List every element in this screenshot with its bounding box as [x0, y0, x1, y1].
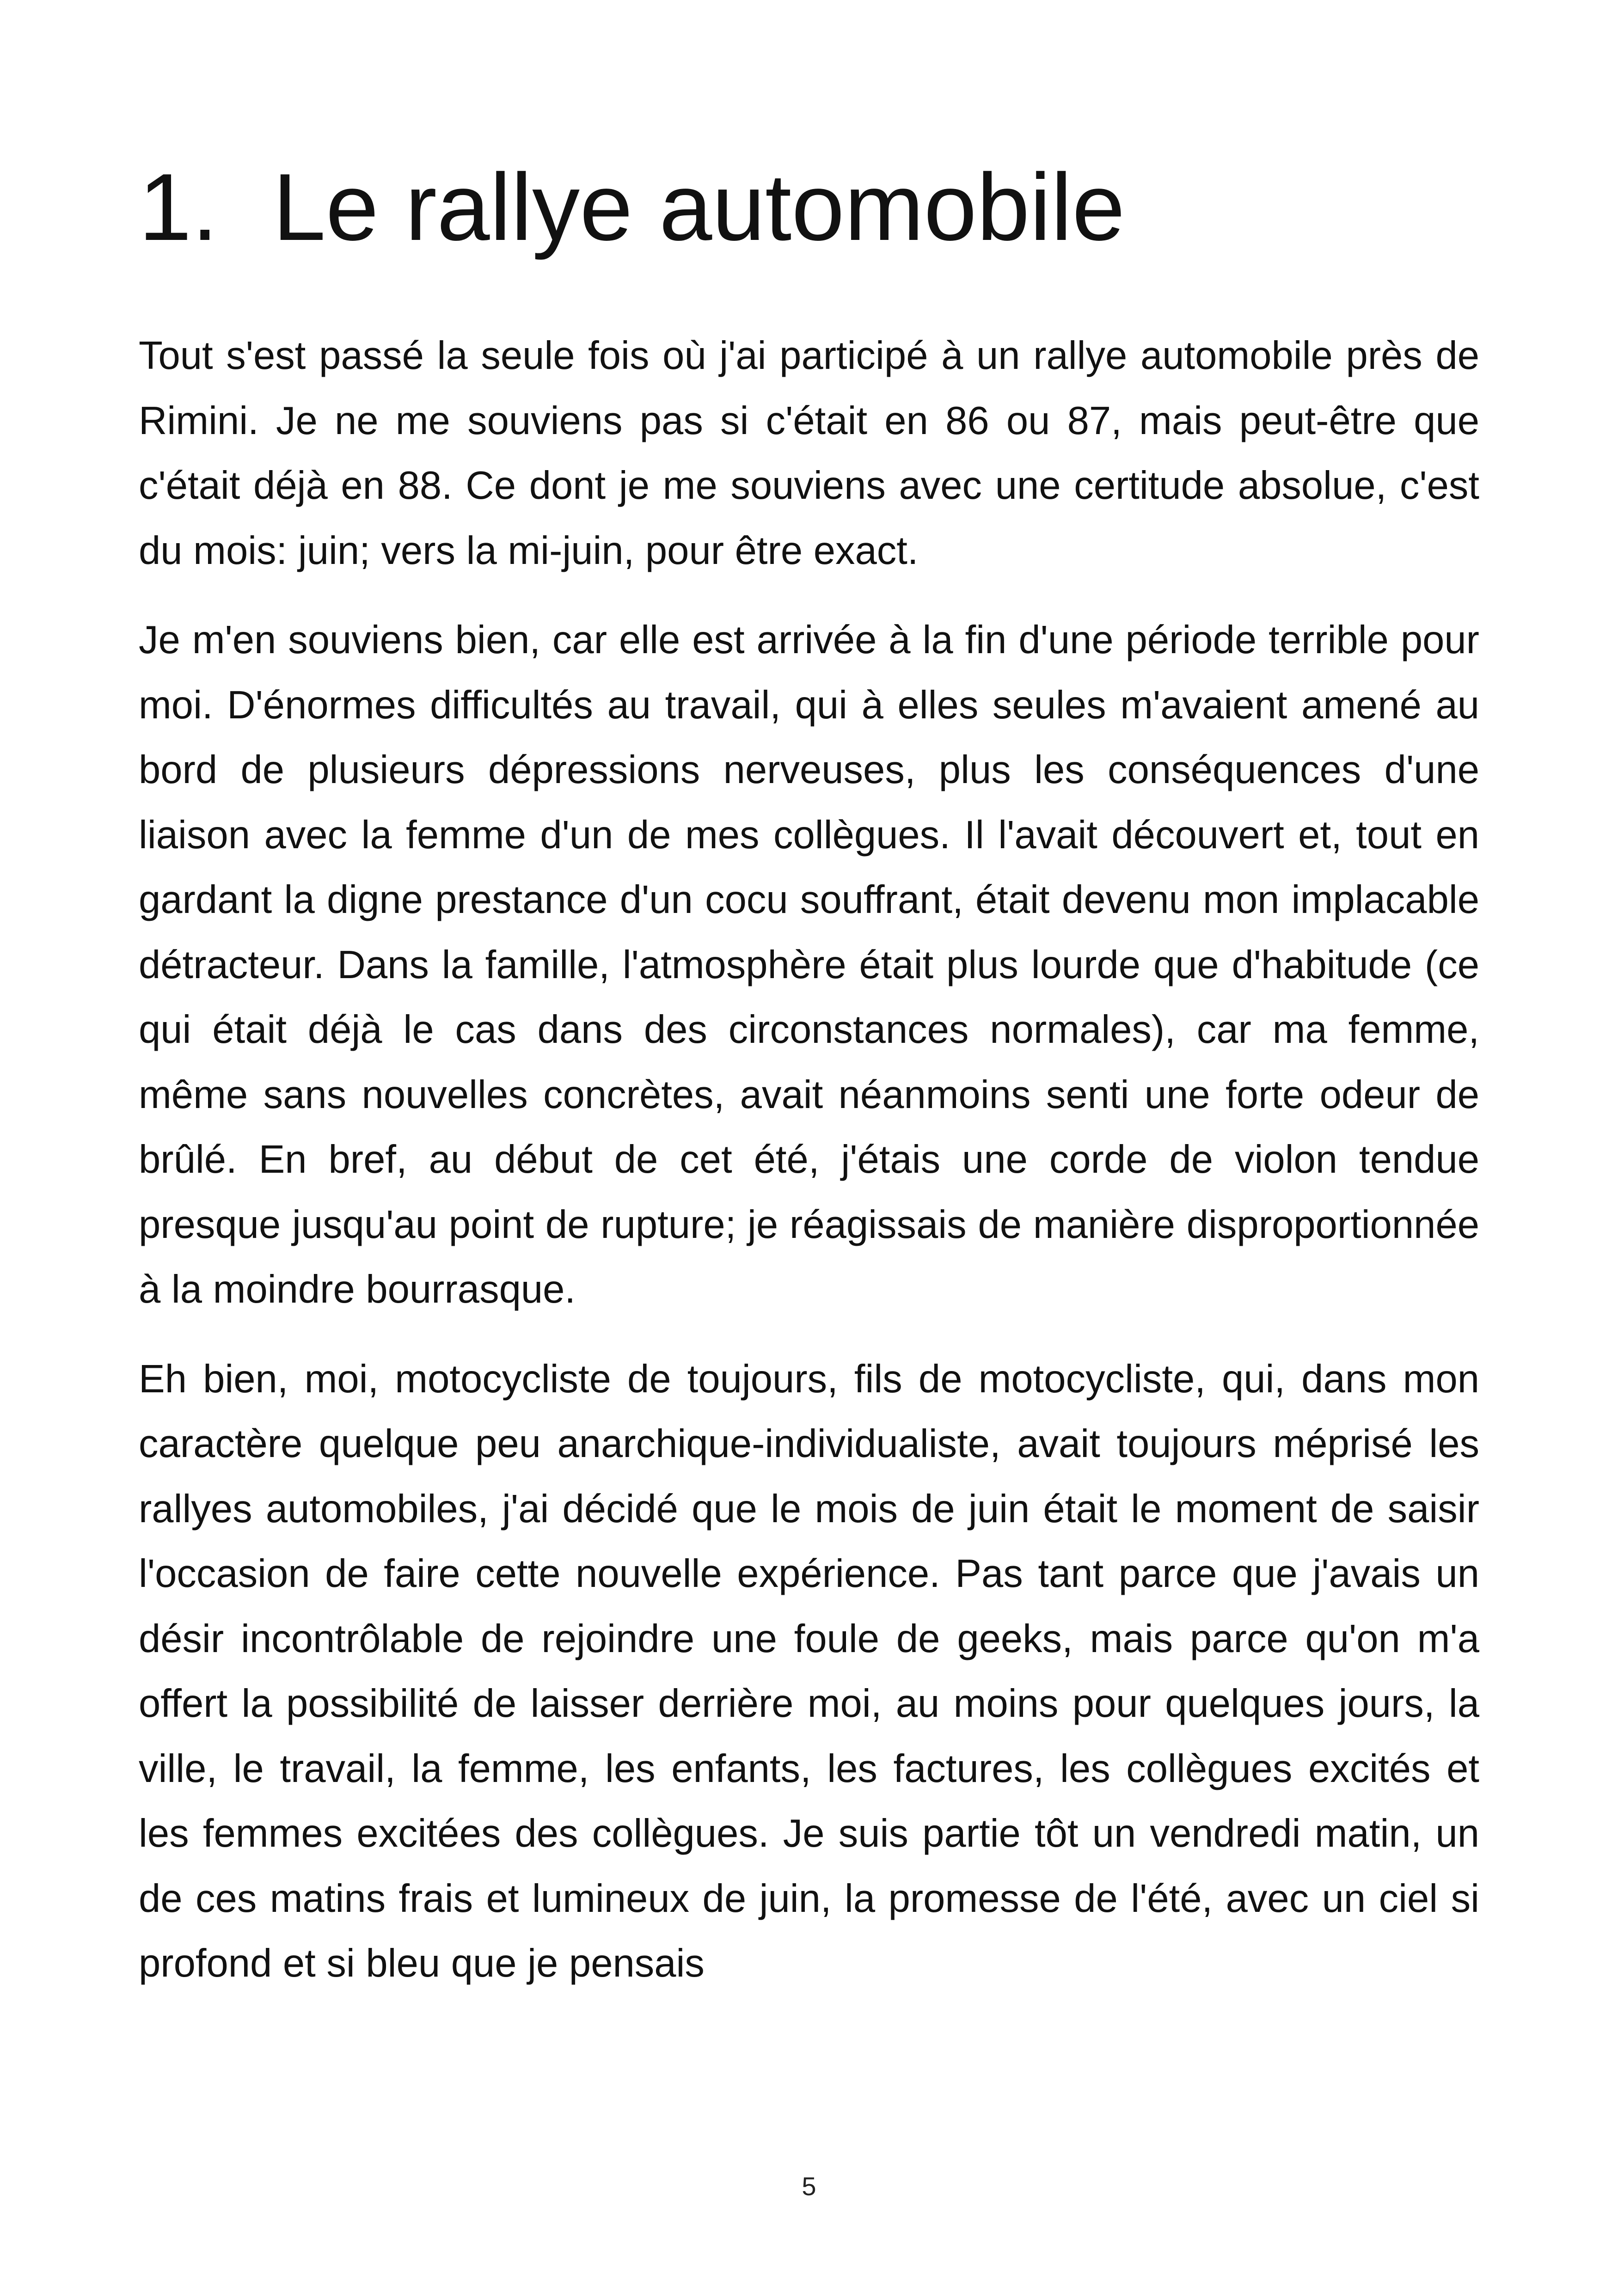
paragraph: Je m'en souviens bien, car elle est arrivée à la fin d'une période terrible pour moi. D'énormes difficultés au travail, qui à elles seules m'avaient amené au bord de plusieurs dépressions nerveuses, plus les conséquences d'une liaison avec la femme d'un de mes collègues. Il l'avait découvert et, tout en gardant la digne prestance d'un cocu souffrant, était devenu mon implacable détracteur. Dans la famille, l'atmosphère était plus lourde que d'habitude (ce qui était déjà le cas dans des circonstances normales), car ma femme, même sans nouvelles concrètes, avait néanmoins senti une forte odeur de brûlé. En bref, au début de cet été, j'étais une corde de violon tendue presque jusqu'au point de rupture; je réagissais de manière disproportionnée à la moindre bourrasque. — [139, 618, 1479, 1311]
chapter-number: 1. — [139, 154, 218, 260]
paragraph: Tout s'est passé la seule fois où j'ai participé à un rallye automobile près de Rimini. Je ne me souviens pas si c'était en 86 ou 87, mais peut-être que c'était déjà en 88. Ce dont je me souviens avec une certitude absolue, c'est du mois: juin; vers la mi-juin, pour être exact. — [139, 334, 1479, 573]
page-number: 5 — [802, 2172, 816, 2201]
chapter-title: Le rallye automobile — [273, 154, 1125, 260]
chapter-heading — [139, 147, 1125, 267]
paragraph: Eh bien, moi, motocycliste de toujours, fils de motocycliste, qui, dans mon caractère quelque peu anarchique-individualiste, avait toujours méprisé les rallyes automobiles, j'ai décidé que le mois de juin était le moment de saisir l'occasion de faire cette nouvelle expérience. Pas tant parce que j'avais un désir incontrôlable de rejoindre une foule de geeks, mais parce qu'on m'a offert la possibilité de laisser derrière moi, au moins pour quelques jours, la ville, le travail, la femme, les enfants, les factures, les collègues excités et les femmes excitées des collègues. Je suis partie tôt un vendredi matin, un de ces matins frais et lumineux de juin, la promesse de l'été, avec un ciel si profond et si bleu que je pensais — [139, 1357, 1479, 1985]
body-text — [139, 324, 1479, 2021]
